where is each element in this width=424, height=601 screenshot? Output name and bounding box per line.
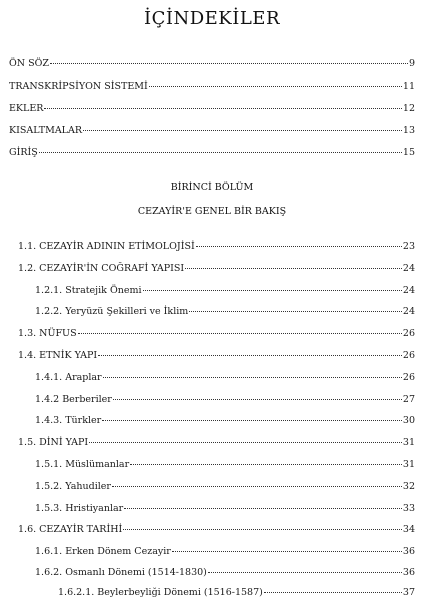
toc-row[interactable] <box>9 81 415 95</box>
leader-dots <box>78 333 402 334</box>
toc-row[interactable] <box>35 459 415 473</box>
toc-row[interactable] <box>18 524 415 538</box>
toc-entry-label: TRANSKRİPSİYON SİSTEMİ <box>9 81 148 92</box>
toc-row[interactable] <box>9 58 415 72</box>
toc-entry-label: 1.5.2. Yahudiler <box>35 481 111 492</box>
toc-entry-label: 1.2.2. Yeryüzü Şekilleri ve İklim <box>35 306 189 317</box>
toc-row[interactable] <box>35 567 415 581</box>
leader-dots <box>112 486 402 487</box>
toc-page-number: 15 <box>402 147 415 158</box>
toc-row[interactable] <box>18 328 415 342</box>
toc-row[interactable] <box>58 587 415 601</box>
toc-entry-label: 1.5.3. Hristiyanlar <box>35 503 124 514</box>
toc-page-number: 24 <box>402 306 415 317</box>
toc-row[interactable] <box>18 437 415 451</box>
page-title: İÇİNDEKİLER <box>143 8 281 29</box>
toc-page-number: 33 <box>402 503 415 514</box>
toc-row[interactable] <box>18 350 415 364</box>
leader-dots <box>123 529 402 530</box>
leader-dots <box>189 311 402 312</box>
toc-page-number: 26 <box>402 372 415 383</box>
toc-page-number: 37 <box>402 587 415 598</box>
toc-row[interactable] <box>35 503 415 517</box>
toc-page-number: 31 <box>402 437 415 448</box>
leader-dots <box>44 108 401 109</box>
toc-page-number: 30 <box>402 415 415 426</box>
toc-row[interactable] <box>35 372 415 386</box>
toc-page-number: 11 <box>402 81 415 92</box>
leader-dots <box>83 130 402 131</box>
leader-dots <box>208 572 402 573</box>
toc-entry-label: ÖN SÖZ <box>9 58 50 69</box>
toc-row[interactable] <box>35 394 415 408</box>
toc-entry-label: 1.5.1. Müslümanlar <box>35 459 130 470</box>
toc-page-number: 36 <box>402 546 415 557</box>
toc-entry-label: 1.3. NÜFUS <box>18 328 77 339</box>
leader-dots <box>39 152 402 153</box>
toc-entry-label: 1.4.1. Araplar <box>35 372 102 383</box>
leader-dots <box>264 592 402 593</box>
leader-dots <box>89 442 402 443</box>
toc-entry-label: 1.5. DİNİ YAPI <box>18 437 89 448</box>
leader-dots <box>172 551 402 552</box>
toc-page-number: 9 <box>408 58 415 69</box>
leader-dots <box>113 399 402 400</box>
leader-dots <box>130 464 402 465</box>
toc-entry-label: 1.2. CEZAYİR'İN COĞRAFİ YAPISI <box>18 263 185 274</box>
leader-dots <box>98 355 402 356</box>
part-title: CEZAYİR'E GENEL BİR BAKIŞ <box>137 206 287 217</box>
toc-entry-label: 1.1. CEZAYİR ADININ ETİMOLOJİSİ <box>18 241 195 252</box>
toc-row[interactable] <box>35 306 415 320</box>
toc-entry-label: 1.6.2. Osmanlı Dönemi (1514-1830) <box>35 567 207 578</box>
toc-page-number: 13 <box>402 125 415 136</box>
toc-entry-label: KISALTMALAR <box>9 125 82 136</box>
toc-page-number: 32 <box>402 481 415 492</box>
leader-dots <box>143 290 402 291</box>
toc-entry-label: 1.4.3. Türkler <box>35 415 102 426</box>
toc-entry-label: 1.6. CEZAYİR TARİHİ <box>18 524 123 535</box>
toc-row[interactable] <box>35 481 415 495</box>
toc-row[interactable] <box>18 241 415 255</box>
toc-entry-label: 1.6.1. Erken Dönem Cezayir <box>35 546 171 557</box>
toc-entry-label: GİRİŞ <box>9 147 38 158</box>
toc-row[interactable] <box>9 103 415 117</box>
toc-entry-label: 1.2.1. Stratejik Önemi <box>35 285 142 296</box>
toc-page-number: 36 <box>402 567 415 578</box>
toc-row[interactable] <box>35 546 415 560</box>
part-number: BİRİNCİ BÖLÜM <box>170 182 254 193</box>
toc-page-number: 24 <box>402 285 415 296</box>
toc-page-number: 27 <box>402 394 415 405</box>
toc-row[interactable] <box>18 263 415 277</box>
toc-page-number: 31 <box>402 459 415 470</box>
toc-page-number: 24 <box>402 263 415 274</box>
leader-dots <box>102 420 402 421</box>
leader-dots <box>103 377 402 378</box>
toc-entry-label: EKLER <box>9 103 44 114</box>
toc-entry-label: 1.4.2 Berberiler <box>35 394 112 405</box>
leader-dots <box>50 63 408 64</box>
toc-page-number: 12 <box>402 103 415 114</box>
leader-dots <box>149 86 402 87</box>
toc-entry-label: 1.4. ETNİK YAPI <box>18 350 98 361</box>
toc-row[interactable] <box>35 415 415 429</box>
leader-dots <box>185 268 402 269</box>
toc-row[interactable] <box>9 125 415 139</box>
toc-page-number: 26 <box>402 350 415 361</box>
toc-row[interactable] <box>35 285 415 299</box>
leader-dots <box>196 246 402 247</box>
toc-page-number: 23 <box>402 241 415 252</box>
toc-entry-label: 1.6.2.1. Beylerbeyliği Dönemi (1516-1587) <box>58 587 263 598</box>
toc-page-number: 34 <box>402 524 415 535</box>
toc-row[interactable] <box>9 147 415 161</box>
toc-page-number: 26 <box>402 328 415 339</box>
leader-dots <box>124 508 402 509</box>
